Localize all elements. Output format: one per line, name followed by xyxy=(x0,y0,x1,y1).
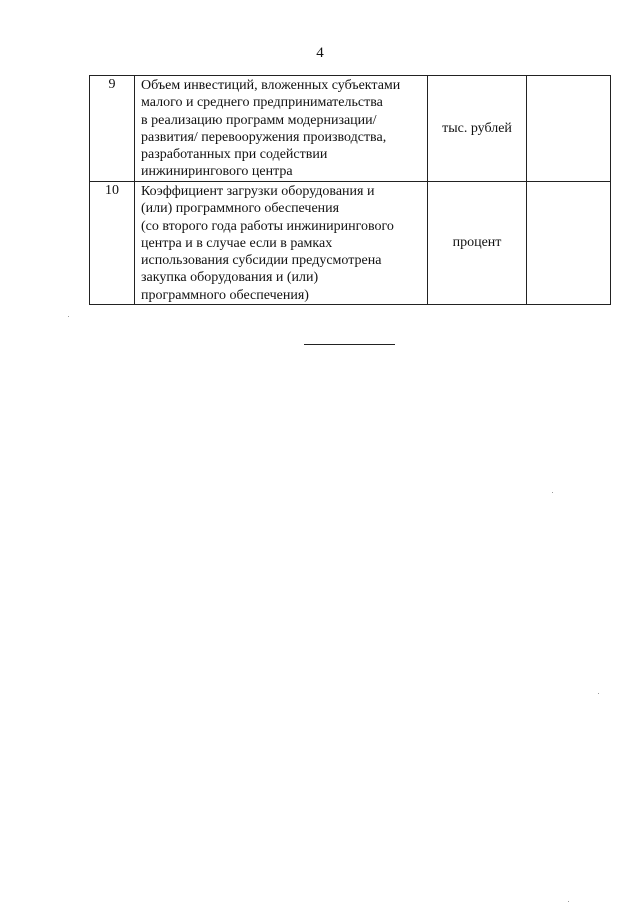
unit-of-measure: процент xyxy=(428,182,527,305)
table-row xyxy=(90,182,611,305)
scan-speck xyxy=(568,901,569,902)
row-number: 9 xyxy=(90,76,135,182)
indicator-name-line: (или) программного обеспечения xyxy=(141,201,340,217)
value-cell xyxy=(527,76,611,182)
page-number: 4 xyxy=(316,45,324,61)
indicator-name-line: центра и в случае если в рамках xyxy=(141,235,333,251)
indicator-name xyxy=(135,182,428,305)
indicator-name-line: закупка оборудования и (или) xyxy=(141,270,319,286)
indicator-name-line: Коэффициент загрузки оборудования и xyxy=(141,184,375,199)
scan-speck xyxy=(598,693,599,694)
indicator-name-line: использования субсидии предусмотрена xyxy=(141,253,382,269)
indicator-name-line: инжинирингового центра xyxy=(141,164,293,180)
scan-speck xyxy=(552,492,553,493)
indicator-name-line: (со второго года работы инжинирингового xyxy=(141,218,394,234)
indicator-name-line: в реализацию программ модернизации/ xyxy=(141,112,377,128)
scan-speck xyxy=(68,316,69,317)
indicator-name xyxy=(135,76,428,182)
indicator-name-line: малого и среднего предпринимательства xyxy=(141,95,383,111)
value-cell xyxy=(527,182,611,305)
unit-of-measure: тыс. рублей xyxy=(428,76,527,182)
indicator-name-line: Объем инвестиций, вложенных субъектами xyxy=(141,78,401,93)
indicators-table xyxy=(89,75,611,305)
table-row xyxy=(90,76,611,182)
indicator-name-line: программного обеспечения) xyxy=(141,287,309,303)
closing-rule xyxy=(304,344,395,345)
indicator-name-line: разработанных при содействии xyxy=(141,147,328,163)
row-number: 10 xyxy=(90,182,135,305)
indicator-name-line: развития/ перевооружения производства, xyxy=(141,129,387,145)
